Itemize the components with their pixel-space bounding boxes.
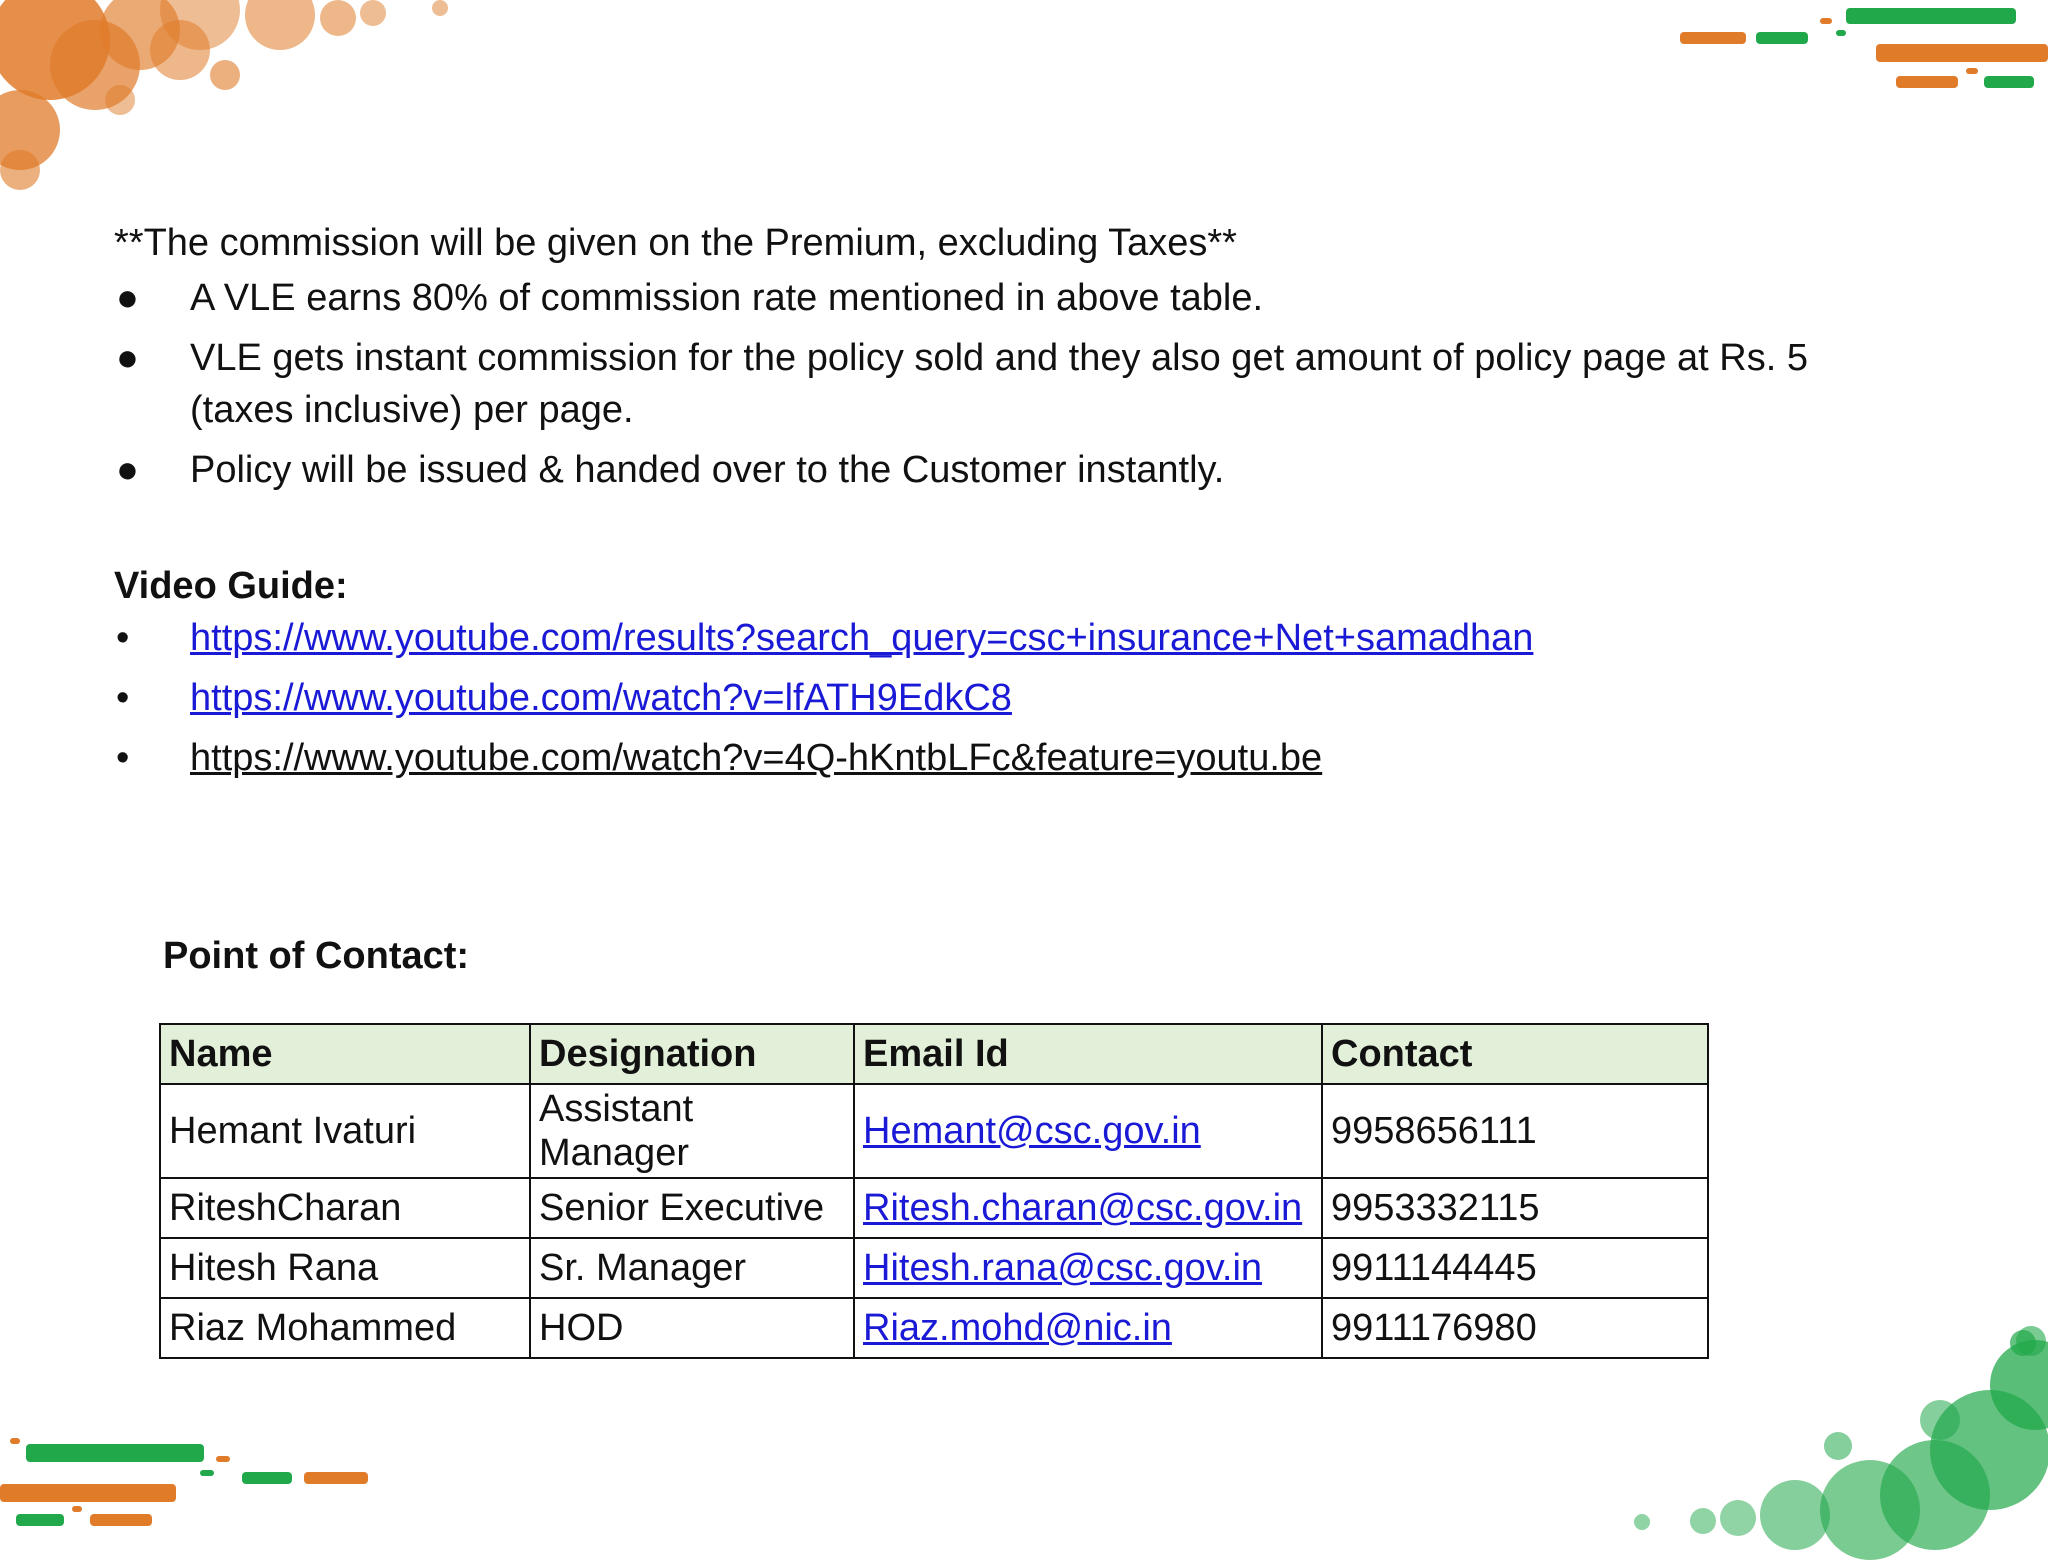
column-header-name: Name <box>160 1024 530 1084</box>
table-header-row <box>160 1024 1708 1084</box>
cell-name: Hitesh Rana <box>160 1238 530 1298</box>
cell-designation: Senior Executive <box>530 1178 854 1238</box>
bullet-icon: • <box>116 617 130 659</box>
bullet-icon: ● <box>116 337 139 379</box>
commission-bullet-list <box>114 272 1874 496</box>
column-header-contact: Contact <box>1322 1024 1708 1084</box>
bullet-text: VLE gets instant commission for the policy sold and they also get amount of policy page at Rs. 5 (taxes inclusive) per page. <box>190 337 1808 431</box>
list-item <box>114 444 1874 496</box>
commission-note: **The commission will be given on the Premium, excluding Taxes** <box>114 222 1237 264</box>
video-link[interactable]: https://www.youtube.com/results?search_query=csc+insurance+Net+samadhan <box>190 617 1534 659</box>
list-item <box>114 612 1874 664</box>
cell-designation: Sr. Manager <box>530 1238 854 1298</box>
email-link[interactable]: Hitesh.rana@csc.gov.in <box>863 1247 1263 1289</box>
bullet-text: A VLE earns 80% of commission rate mentioned in above table. <box>190 277 1264 319</box>
list-item <box>114 672 1874 724</box>
table-row <box>160 1178 1708 1238</box>
cell-name: RiteshCharan <box>160 1178 530 1238</box>
list-item <box>114 732 1874 784</box>
email-link[interactable]: Riaz.mohd@nic.in <box>863 1307 1172 1349</box>
table-row <box>160 1238 1708 1298</box>
column-header-email: Email Id <box>854 1024 1322 1084</box>
video-link[interactable]: https://www.youtube.com/watch?v=4Q-hKntbLFc&feature=youtu.be <box>190 737 1323 779</box>
cell-name: Hemant Ivaturi <box>160 1084 530 1178</box>
cell-contact: 9953332115 <box>1322 1178 1708 1238</box>
video-link-list <box>114 612 1874 784</box>
email-link[interactable]: Hemant@csc.gov.in <box>863 1110 1201 1152</box>
cell-email <box>854 1298 1322 1358</box>
main-content <box>114 214 1874 792</box>
table-row <box>160 1298 1708 1358</box>
cell-contact: 9911176980 <box>1322 1298 1708 1358</box>
list-item <box>114 272 1874 324</box>
cell-contact: 9911144445 <box>1322 1238 1708 1298</box>
cell-contact: 9958656111 <box>1322 1084 1708 1178</box>
table-row <box>160 1084 1708 1178</box>
bullet-icon: ● <box>116 277 139 319</box>
list-item <box>114 332 1874 436</box>
cell-designation: Assistant Manager <box>530 1084 854 1178</box>
bullet-text: Policy will be issued & handed over to the Customer instantly. <box>190 449 1225 491</box>
video-guide-heading: Video Guide: <box>114 565 348 607</box>
cell-designation: HOD <box>530 1298 854 1358</box>
point-of-contact-heading: Point of Contact: <box>163 935 470 977</box>
bullet-icon: ● <box>116 449 139 491</box>
cell-email <box>854 1238 1322 1298</box>
bullet-icon: • <box>116 677 130 719</box>
cell-email <box>854 1084 1322 1178</box>
contact-table <box>159 1023 1709 1359</box>
video-link[interactable]: https://www.youtube.com/watch?v=lfATH9EdkC8 <box>190 677 1012 719</box>
bullet-icon: • <box>116 737 130 779</box>
cell-email <box>854 1178 1322 1238</box>
email-link[interactable]: Ritesh.charan@csc.gov.in <box>863 1187 1303 1229</box>
cell-name: Riaz Mohammed <box>160 1298 530 1358</box>
column-header-designation: Designation <box>530 1024 854 1084</box>
